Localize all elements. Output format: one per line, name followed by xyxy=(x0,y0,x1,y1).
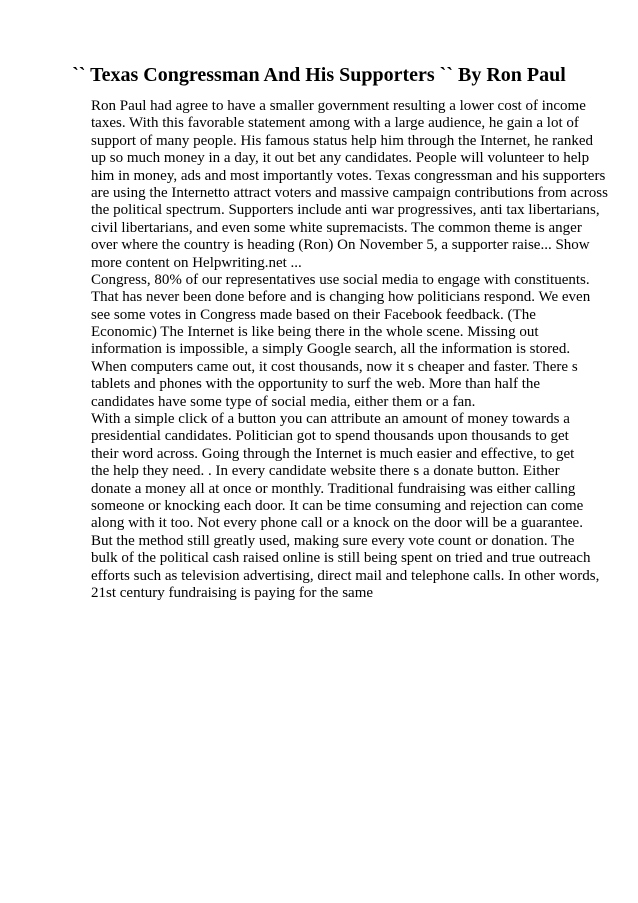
text-line: over where the country is heading (Ron) On November 5, a supporter raise... Show xyxy=(91,237,590,254)
text-line: Congress, 80% of our representatives use social media to engage with constituents. xyxy=(91,271,590,288)
text-line: their word across. Going through the Internet is much easier and effective, to get xyxy=(91,445,575,462)
text-line: support of many people. His famous status help him through the Internet, he ranked xyxy=(91,132,593,149)
text-line: taxes. With this favorable statement among with a large audience, he gain a lot of xyxy=(91,115,579,132)
text-line: more content on Helpwriting.net ... xyxy=(91,254,302,271)
text-line: Economic) The Internet is like being there in the whole scene. Missing out xyxy=(91,324,539,341)
text-line: candidates have some type of social media, either them or a fan. xyxy=(91,393,476,410)
text-line: civil libertarians, and even some white supremacists. The common theme is anger xyxy=(91,219,582,236)
text-line: someone or knocking each door. It can be time consuming and rejection can come xyxy=(91,497,584,514)
document-title: `` Texas Congressman And His Supporters `` By Ron Paul xyxy=(72,64,566,86)
text-line: along with it too. Not every phone call or a knock on the door will be a guarantee. xyxy=(91,515,583,532)
text-line: bulk of the political cash raised online is still being spent on tried and true outreach xyxy=(91,550,591,567)
text-line: But the method still greatly used, making sure every vote count or donation. The xyxy=(91,532,575,549)
text-line: information is impossible, a simply Google search, all the information is stored. xyxy=(91,341,571,358)
text-line: the help they need. . In every candidate website there s a donate button. Either xyxy=(91,463,560,480)
text-line: With a simple click of a button you can attribute an amount of money towards a xyxy=(91,411,570,428)
text-line: presidential candidates. Politician got to spend thousands upon thousands to get xyxy=(91,428,569,445)
text-line: Ron Paul had agree to have a smaller government resulting a lower cost of income xyxy=(91,98,586,114)
text-line: 21st century fundraising is paying for the same xyxy=(91,584,374,601)
text-line: When computers came out, it cost thousands, now it s cheaper and faster. There s xyxy=(91,358,578,375)
text-line: That has never been done before and is changing how politicians respond. We even xyxy=(91,289,591,306)
text-line: tablets and phones with the opportunity to surf the web. More than half the xyxy=(91,376,541,393)
text-line: efforts such as television advertising, direct mail and telephone calls. In other words, xyxy=(91,567,600,584)
text-line: are using the Internetto attract voters and massive campaign contributions from across xyxy=(91,184,608,201)
text-line: the political spectrum. Supporters include anti war progressives, anti tax libertarians, xyxy=(91,202,600,219)
text-line: up so much money in a day, it out bet any candidates. People will volunteer to help xyxy=(91,150,590,167)
text-line: donate a money all at once or monthly. Traditional fundraising was either calling xyxy=(91,480,576,497)
text-line: see some votes in Congress made based on their Facebook feedback. (The xyxy=(91,306,536,323)
document-body xyxy=(91,98,611,602)
text-line: him in money, ads and most importantly votes. Texas congressman and his supporters xyxy=(91,167,606,184)
